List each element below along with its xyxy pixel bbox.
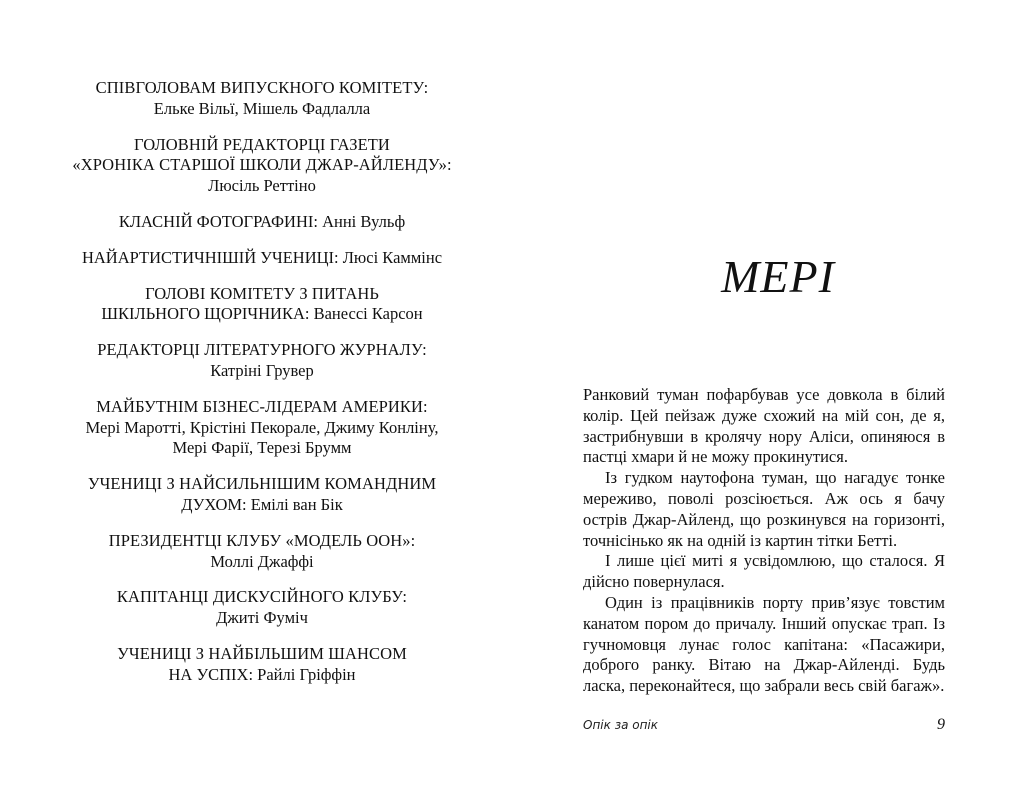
dedication-names: Катріні Грувер [210,360,314,380]
dedication-block [62,587,462,629]
page-number: 9 [937,716,945,733]
dedication-names: Ельке Вільї, Мішель Фадлалла [153,98,371,118]
dedication-title: ГОЛОВІ КОМІТЕТУ З ПИТАНЬ [145,283,379,303]
dedication-block [62,340,462,382]
paragraph: Ранковий туман пофарбував усе довкола в білий колір. Цей пейзаж дуже схожий на мій сон, де я, застрибнувши в кролячу нору Аліси, опиняюся в пастці хмари й не можу прокинутися. [583,385,945,467]
dedication-block [62,284,462,326]
dedication-title: УЧЕНИЦІ З НАЙБІЛЬШИМ ШАНСОМ [117,643,407,663]
dedication-title: РЕДАКТОРЦІ ЛІТЕРАТУРНОГО ЖУРНАЛУ: [97,340,427,360]
dedication-names: Мері Маротті, Крістіні Пекорале, Джиму Конліну, [85,417,439,437]
page-footer [583,716,945,736]
dedication-block [62,644,462,686]
dedication-names: Моллі Джаффі [210,551,314,571]
paragraph: І лише цієї миті я усвідомлюю, що сталося. Я дійсно повернулася. [583,551,945,592]
paragraph: Один із працівників порту прив’язує товстим канатом пором до причалу. Інший опускає трап. Із гучномовця лунає голос капітана: «Пасажири, доброго ранку. Вітаю на Джар-Айленді. Будь ласка, переконайтеся, що забрали весь свій багаж». [583,592,945,696]
dedication-title: ПРЕЗИДЕНТЦІ КЛУБУ «МОДЕЛЬ ООН»: [108,530,416,550]
paragraph: Із гудком наутофона туман, що нагадує тонке мереживо, поволі розсіюється. Аж ось я бачу острів Джар-Айленд, що розкинувся на горизонті, точнісінько як на одній із картин тітки Бетті. [583,468,945,550]
dedication-names: Люсіль Реттіно [208,176,316,196]
chapter-body [583,385,945,697]
dedication-block [62,531,462,573]
dedication-line: НА УСПІХ: Райлі Гріффін [168,664,356,684]
dedication-line: НАЙАРТИСТИЧНІШІЙ УЧЕНИЦІ: Люсі Каммінс [81,247,443,267]
dedication-block [62,78,462,120]
dedication-block [62,135,462,197]
dedication-block [62,248,462,269]
dedication-title: СПІВГОЛОВАМ ВИПУСКНОГО КОМІТЕТУ: [95,78,429,97]
dedication-title: ГОЛОВНІЙ РЕДАКТОРЦІ ГАЗЕТИ [134,134,390,154]
dedication-block [62,212,462,233]
dedication-title: УЧЕНИЦІ З НАЙСИЛЬНІШИМ КОМАНДНИМ [87,474,437,494]
dedication-names: Джиті Фуміч [216,608,308,628]
dedications-list [62,78,462,701]
dedication-block [62,474,462,516]
running-title: Опік за опік [583,718,659,732]
dedication-line: ШКІЛЬНОГО ЩОРІЧНИКА: Ванессі Карсон [101,304,423,324]
chapter-title: МЕРІ [721,251,835,302]
dedication-title: МАЙБУТНІМ БІЗНЕС-ЛІДЕРАМ АМЕРИКИ: [96,396,428,416]
dedication-title: «ХРОНІКА СТАРШОЇ ШКОЛИ ДЖАР-АЙЛЕНДУ»: [72,155,452,175]
dedication-line: ДУХОМ: Емілі ван Бік [181,494,343,514]
dedication-block [62,397,462,459]
dedication-names: Мері Фарії, Терезі Брумм [172,438,352,458]
dedication-title: КАПІТАНЦІ ДИСКУСІЙНОГО КЛУБУ: [116,587,408,607]
dedication-line: КЛАСНІЙ ФОТОГРАФИНІ: Анні Вульф [118,211,406,231]
right-page [512,0,1024,787]
